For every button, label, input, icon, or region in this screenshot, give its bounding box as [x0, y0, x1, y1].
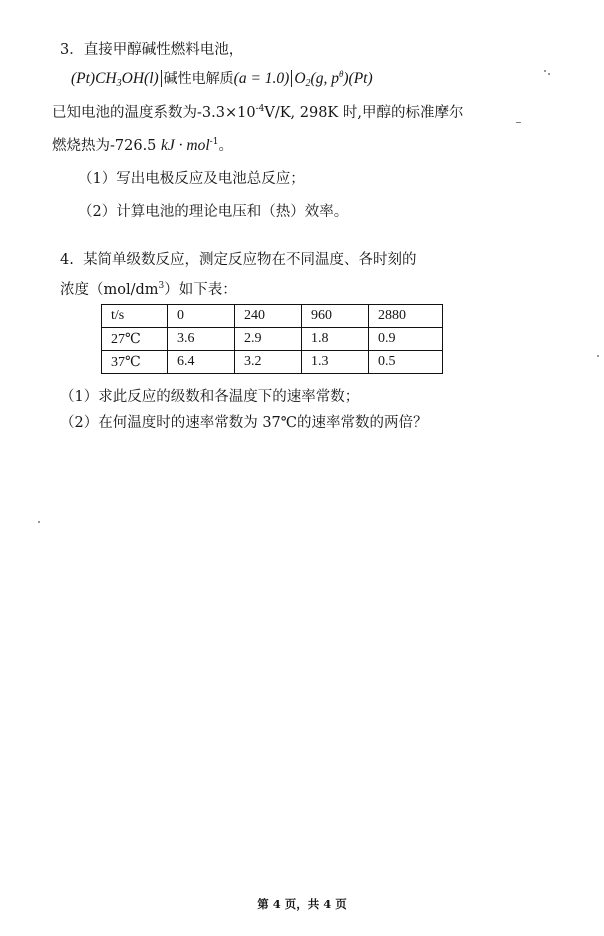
cell-oxygen: O	[294, 70, 306, 87]
combustion-exp: -1	[209, 137, 219, 147]
cell-oh: OH(l)	[121, 70, 159, 87]
scan-speck	[544, 70, 546, 72]
scan-speck	[38, 521, 40, 523]
table-cell: 1.8	[302, 328, 369, 351]
q3-subq-2: （2）计算电池的理论电压和（热）效率。	[78, 204, 349, 220]
table-cell: 6.4	[168, 351, 235, 374]
table-header-cell: 960	[302, 305, 369, 328]
combustion-text: 燃烧热为-726.5	[52, 138, 162, 154]
q3-subq-1: （1）写出电极反应及电池总反应；	[78, 171, 305, 187]
scan-speck	[597, 355, 599, 357]
table-cell: 1.3	[302, 351, 369, 374]
scan-speck	[548, 73, 550, 75]
q4-line-units	[60, 278, 237, 299]
cell-activity: (a = 1.0)	[233, 70, 290, 87]
units-rest: ）如下表：	[164, 282, 237, 298]
phase-boundary-2	[291, 70, 292, 87]
temp-coeff-rest: V/K, 298K 时,甲醇的标准摩尔	[264, 105, 464, 121]
q4-title: 某简单级数反应，测定反应物在不同温度、各时刻的	[83, 252, 417, 268]
cell-gas-open: (g, p	[310, 70, 339, 87]
q3-line-temp-coeff	[52, 101, 463, 122]
concentration-table	[101, 304, 443, 374]
table-cell: 3.2	[235, 351, 302, 374]
q3-heading	[60, 38, 243, 59]
table-header-cell: 2880	[369, 305, 443, 328]
table-row	[102, 328, 443, 351]
q4-number: 4.	[60, 252, 74, 268]
units-text: 浓度（mol/dm	[60, 282, 159, 298]
combustion-unit: kJ · mol	[161, 137, 210, 154]
scan-speck	[516, 122, 521, 123]
cell-theta: θ	[338, 69, 344, 79]
table-cell: 2.9	[235, 328, 302, 351]
cell-electrolyte: 碱性电解质	[163, 71, 234, 87]
table-cell: 0.5	[369, 351, 443, 374]
cell-anode: (Pt)CH	[71, 70, 117, 87]
table-header-cell: 0	[168, 305, 235, 328]
q4-subq-2: （2）在何温度时的速率常数为 37℃的速率常数的两倍？	[60, 415, 428, 431]
q4-subq-1: （1）求此反应的级数和各温度下的速率常数；	[60, 389, 360, 405]
combustion-end: 。	[218, 138, 233, 154]
cell-sub-2: 2	[305, 78, 311, 89]
table-header-cell: 240	[235, 305, 302, 328]
q3-line-combustion	[52, 134, 233, 155]
phase-boundary-1	[161, 70, 162, 87]
table-cell: 0.9	[369, 328, 443, 351]
table-header-cell: t/s	[102, 305, 168, 328]
table-header-row	[102, 305, 443, 328]
table-cell: 3.6	[168, 328, 235, 351]
q3-cell-notation	[71, 68, 373, 88]
cell-gas-close: )(Pt)	[343, 70, 373, 87]
cell-sub-3: 3	[116, 78, 122, 89]
q3-title: 直接甲醇碱性燃料电池，	[83, 42, 244, 58]
page-footer: 第 4 页，共 4 页	[257, 897, 347, 911]
table-row	[102, 351, 443, 374]
temp-coeff-exp: -4	[255, 104, 265, 114]
q3-number: 3．	[60, 42, 84, 58]
table-cell: 27℃	[102, 328, 168, 351]
units-exp: 3	[158, 281, 165, 291]
table-cell: 37℃	[102, 351, 168, 374]
temp-coeff-text: 已知电池的温度系数为-3.3×10	[52, 105, 256, 121]
q4-heading	[60, 248, 417, 269]
